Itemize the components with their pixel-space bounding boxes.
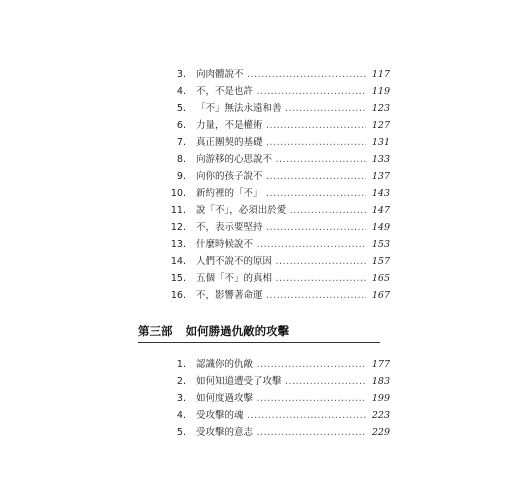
toc-entry [0, 236, 520, 253]
entry-title: 向肉體說不 ..... [196, 66, 366, 83]
entry-title: 五個「不」的真相 ..... [196, 270, 366, 287]
entry-title: 向你的孩子說不 ..... [196, 168, 366, 185]
entry-page: 147 [366, 202, 390, 219]
entry-number: 8. [176, 154, 186, 165]
entry-number: 2. [176, 376, 186, 387]
toc-entry [0, 424, 520, 441]
toc-entry [0, 117, 520, 134]
entry-title: 如何度過攻擊 ..... [196, 390, 366, 407]
toc-entry [0, 287, 520, 304]
entry-number: 5. [176, 103, 186, 114]
toc-entry [0, 66, 520, 83]
entry-title: 新約裡的「不」 ..... [196, 185, 366, 202]
entry-title: 真正團契的基礎 ..... [196, 134, 366, 151]
part-label: 第三部 [138, 324, 173, 338]
entry-page: 127 [366, 117, 390, 134]
entry-title: 認識你的仇敵 ..... [196, 356, 366, 373]
entry-page: 117 [366, 66, 390, 83]
entry-number: 12. [170, 222, 186, 233]
entry-page: 157 [366, 253, 390, 270]
entry-page: 123 [366, 100, 390, 117]
entry-page: 133 [366, 151, 390, 168]
entry-title: 如何知道遭受了攻擊 ..... [196, 373, 366, 390]
entry-page: 177 [366, 356, 390, 373]
toc-entry [0, 270, 520, 287]
entry-page: 199 [366, 390, 390, 407]
entry-page: 167 [366, 287, 390, 304]
entry-number: 1. [176, 359, 186, 370]
toc-entry [0, 219, 520, 236]
toc-entry [0, 253, 520, 270]
toc-section-part-2 [0, 66, 520, 304]
toc-entry [0, 151, 520, 168]
entry-title: 不，不是也許 ..... [196, 83, 366, 100]
entry-number: 10. [170, 188, 186, 199]
toc-entry [0, 83, 520, 100]
entry-title: 不，表示要堅持 ..... [196, 219, 366, 236]
part-title: 如何勝過仇敵的攻擊 [185, 324, 290, 338]
toc-entry [0, 407, 520, 424]
entry-page: 143 [366, 185, 390, 202]
toc-entry [0, 168, 520, 185]
entry-number: 7. [176, 137, 186, 148]
entry-title: 「不」無法永遠和善 ..... [196, 100, 366, 117]
entry-page: 131 [366, 134, 390, 151]
entry-title: 不，影響著命運 ..... [196, 287, 366, 304]
entry-number: 4. [176, 86, 186, 97]
entry-number: 4. [176, 410, 186, 421]
entry-page: 137 [366, 168, 390, 185]
part-heading [138, 320, 380, 343]
entry-title: 向游移的心思說不 ..... [196, 151, 366, 168]
toc-entry [0, 373, 520, 390]
toc-entry [0, 100, 520, 117]
toc-section-part-3 [0, 356, 520, 441]
entry-number: 11. [170, 205, 186, 216]
entry-page: 149 [366, 219, 390, 236]
entry-title: 說「不」，必須出於愛 ..... [196, 202, 366, 219]
entry-number: 13. [170, 239, 186, 250]
entry-number: 5. [176, 427, 186, 438]
toc-entry [0, 134, 520, 151]
entry-number: 9. [176, 171, 186, 182]
toc-entry [0, 390, 520, 407]
entry-page: 119 [366, 83, 390, 100]
entry-number: 6. [176, 120, 186, 131]
entry-title: 力量，不是權術 ..... [196, 117, 366, 134]
entry-number: 3. [176, 393, 186, 404]
entry-title: 受攻擊的意志 ..... [196, 424, 366, 441]
entry-number: 14. [170, 256, 186, 267]
entry-number: 15. [170, 273, 186, 284]
toc-entry [0, 202, 520, 219]
entry-page: 223 [366, 407, 390, 424]
entry-page: 153 [366, 236, 390, 253]
entry-title: 受攻擊的魂 ..... [196, 407, 366, 424]
entry-number: 16. [170, 290, 186, 301]
entry-page: 183 [366, 373, 390, 390]
entry-title: 人們不說不的原因 ..... [196, 253, 366, 270]
entry-number: 3. [176, 69, 186, 80]
toc-entry [0, 356, 520, 373]
entry-page: 229 [366, 424, 390, 441]
entry-title: 什麼時候說不 ..... [196, 236, 366, 253]
entry-page: 165 [366, 270, 390, 287]
toc-entry [0, 185, 520, 202]
